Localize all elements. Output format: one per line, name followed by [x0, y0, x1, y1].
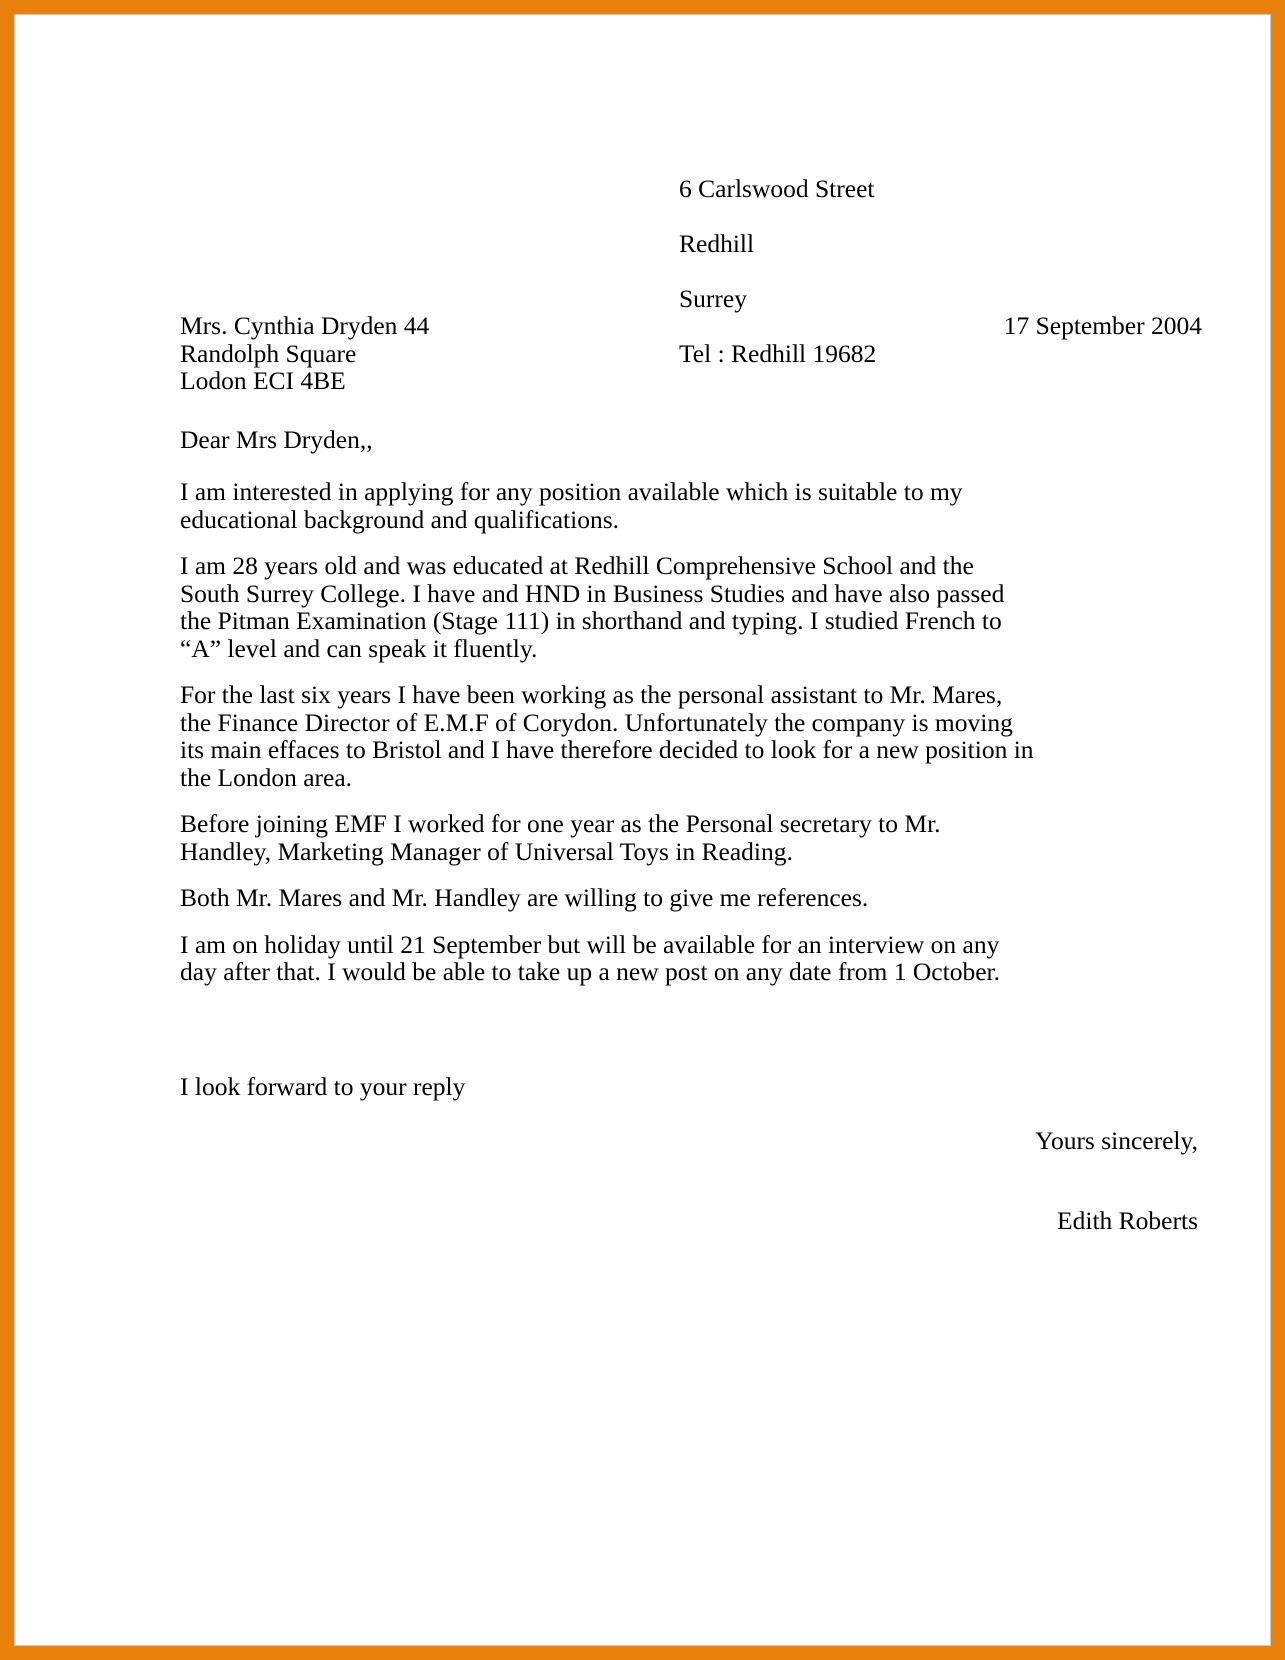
- sender-telephone-line: Tel : Redhill 19682: [679, 338, 877, 368]
- body-paragraph-4: Before joining EMF I worked for one year as the Personal secretary to Mr. Handley, Marketing Manager of Universal Toys in Reading.: [180, 809, 941, 866]
- recipient-address-block: [180, 312, 429, 395]
- sender-address-line-3: Surrey: [679, 283, 747, 313]
- recipient-address-line-3: Lodon ECI 4BE: [180, 366, 346, 395]
- sender-address-line-1: 6 Carlswood Street: [679, 173, 875, 203]
- letter-date: 17 September 2004: [1003, 311, 1202, 340]
- salutation: Dear Mrs Dryden,,: [180, 425, 373, 454]
- body-paragraph-6: I am on holiday until 21 September but will be available for an interview on any day after that. I would be able to take up a new post on any date from 1 October.: [180, 929, 1000, 986]
- sender-address-block: [679, 147, 876, 395]
- body-paragraph-1: I am interested in applying for any position available which is suitable to my educational background and qualifications.: [180, 477, 963, 534]
- recipient-name-line: Mrs. Cynthia Dryden 44: [180, 311, 430, 340]
- letter-body: [180, 478, 1034, 1005]
- closing-line: I look forward to your reply: [180, 1072, 466, 1101]
- body-paragraph-5: Both Mr. Mares and Mr. Handley are willing to give me references.: [180, 883, 869, 912]
- body-paragraph-2: I am 28 years old and was educated at Redhill Comprehensive School and the South Surrey College. I have and HND in Business Studies and have also passed the Pitman Examination (Stage 111) in shorthand and typing. I studied French to “A” level and can speak it fluently.: [180, 551, 1005, 663]
- signature-name: Edith Roberts: [1057, 1206, 1198, 1235]
- letter-content: [15, 15, 1270, 1645]
- body-paragraph-3: For the last six years I have been working as the personal assistant to Mr. Mares, the Finance Director of E.M.F of Corydon. Unfortunately the company is moving its main effaces to Bristol and I have therefore decided to look for a new position in the London area.: [180, 680, 1034, 792]
- recipient-address-line-2: Randolph Square: [180, 338, 357, 368]
- letter-paper: [14, 14, 1271, 1646]
- sender-address-line-2: Redhill: [679, 228, 755, 258]
- signoff: Yours sincerely,: [1035, 1126, 1198, 1155]
